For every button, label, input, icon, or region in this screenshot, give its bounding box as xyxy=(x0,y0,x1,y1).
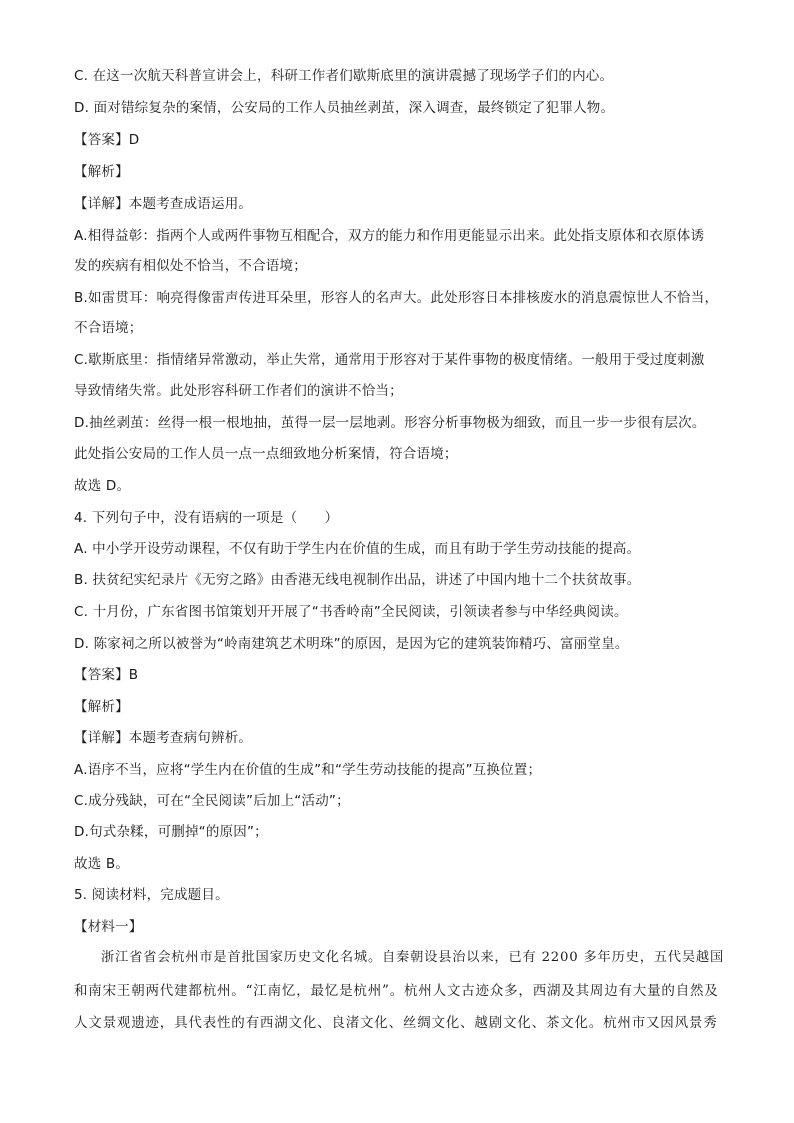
q3-explain-c-line1: C.歇斯底里：指情绪异常激动，举止失常，通常用于形容对于某件事物的极度情绪。一般用于受过度刺激 xyxy=(74,352,705,368)
q3-explain-b-line2: 不合语境； xyxy=(74,320,143,336)
q4-stem: 4. 下列句子中，没有语病的一项是（ ） xyxy=(74,510,339,526)
q4-detail: 【详解】本题考查病句辨析。 xyxy=(74,730,253,746)
q4-option-d: D. 陈家祠之所以被誉为“岭南建筑艺术明珠”的原因，是因为它的建筑装饰精巧、富丽堂皇。 xyxy=(74,636,629,652)
q3-explain-d-line1: D.抽丝剥茧：丝得一根一根地抽，茧得一层一层地剥。形容分析事物极为细致，而且一步一步很有层次。 xyxy=(74,415,706,431)
q5-material-line1: 浙江省省会杭州市是首批国家历史文化名城。自秦朝设县治以来，已有 2200 多年历史，五代吴越国 xyxy=(101,950,724,965)
q4-analysis-label: 【解析】 xyxy=(74,699,129,715)
q4-option-c: C. 十月份，广东省图书馆策划开开展了“书香岭南”全民阅读，引领读者参与中华经典阅读。 xyxy=(74,604,628,620)
q3-explain-c-line2: 导致情绪失常。此处形容科研工作者们的演讲不恰当； xyxy=(74,383,403,399)
q3-explain-b-line1: B.如雷贯耳：响亮得像雷声传进耳朵里，形容人的名声大。此处形容日本排核废水的消息震惊世人不恰当， xyxy=(74,290,719,306)
q4-note-d: D.句式杂糅，可删掉“的原因”； xyxy=(74,824,268,840)
q3-explain-a-line2: 发的疾病有相似处不恰当，不合语境； xyxy=(74,258,307,274)
q3-explain-a-line1: A.相得益彰：指两个人或两件事物互相配合，双方的能力和作用更能显示出来。此处指支原体和衣原体诱 xyxy=(74,228,705,244)
q3-choice: 故选 D。 xyxy=(74,478,131,494)
q4-option-b: B. 扶贫纪实纪录片《无穷之路》由香港无线电视制作出品，讲述了中国内地十二个扶贫故事。 xyxy=(74,572,641,588)
q5-material-line3: 人文景观遗迹，具代表性的有西湖文化、良渚文化、丝绸文化、越剧文化、茶文化。杭州市又因风景秀 xyxy=(74,1015,718,1031)
q4-note-c: C.成分残缺，可在“全民阅读”后加上“活动”； xyxy=(74,793,350,809)
q4-option-a: A. 中小学开设劳动课程，不仅有助于学生内在价值的生成，而且有助于学生劳动技能的提高。 xyxy=(74,541,641,557)
q3-detail: 【详解】本题考查成语运用。 xyxy=(74,196,253,212)
q4-choice: 故选 B。 xyxy=(74,856,130,872)
q5-material-line2: 和南宋王朝两代建都杭州。“江南忆，最忆是杭州”。杭州人文古迹众多，西湖及其周边有大量的自然及 xyxy=(74,983,719,999)
q4-note-a: A.语序不当，应将“学生内在价值的生成”和“学生劳动技能的提高”互换位置； xyxy=(74,762,542,778)
q3-option-c: C. 在这一次航天科普宣讲会上，科研工作者们歇斯底里的演讲震撼了现场学子们的内心。 xyxy=(74,68,614,84)
q5-stem: 5. 阅读材料，完成题目。 xyxy=(74,887,229,903)
q3-explain-d-line2: 此处指公安局的工作人员一点一点细致地分析案情，符合语境； xyxy=(74,446,458,462)
q3-analysis-label: 【解析】 xyxy=(74,164,129,180)
q4-answer: 【答案】B xyxy=(74,667,139,683)
q3-answer: 【答案】D xyxy=(74,132,140,148)
q3-option-d: D. 面对错综复杂的案情，公安局的工作人员抽丝剥茧，深入调查，最终锁定了犯罪人物。 xyxy=(74,100,615,116)
q5-material-label: 【材料一】 xyxy=(74,919,143,935)
